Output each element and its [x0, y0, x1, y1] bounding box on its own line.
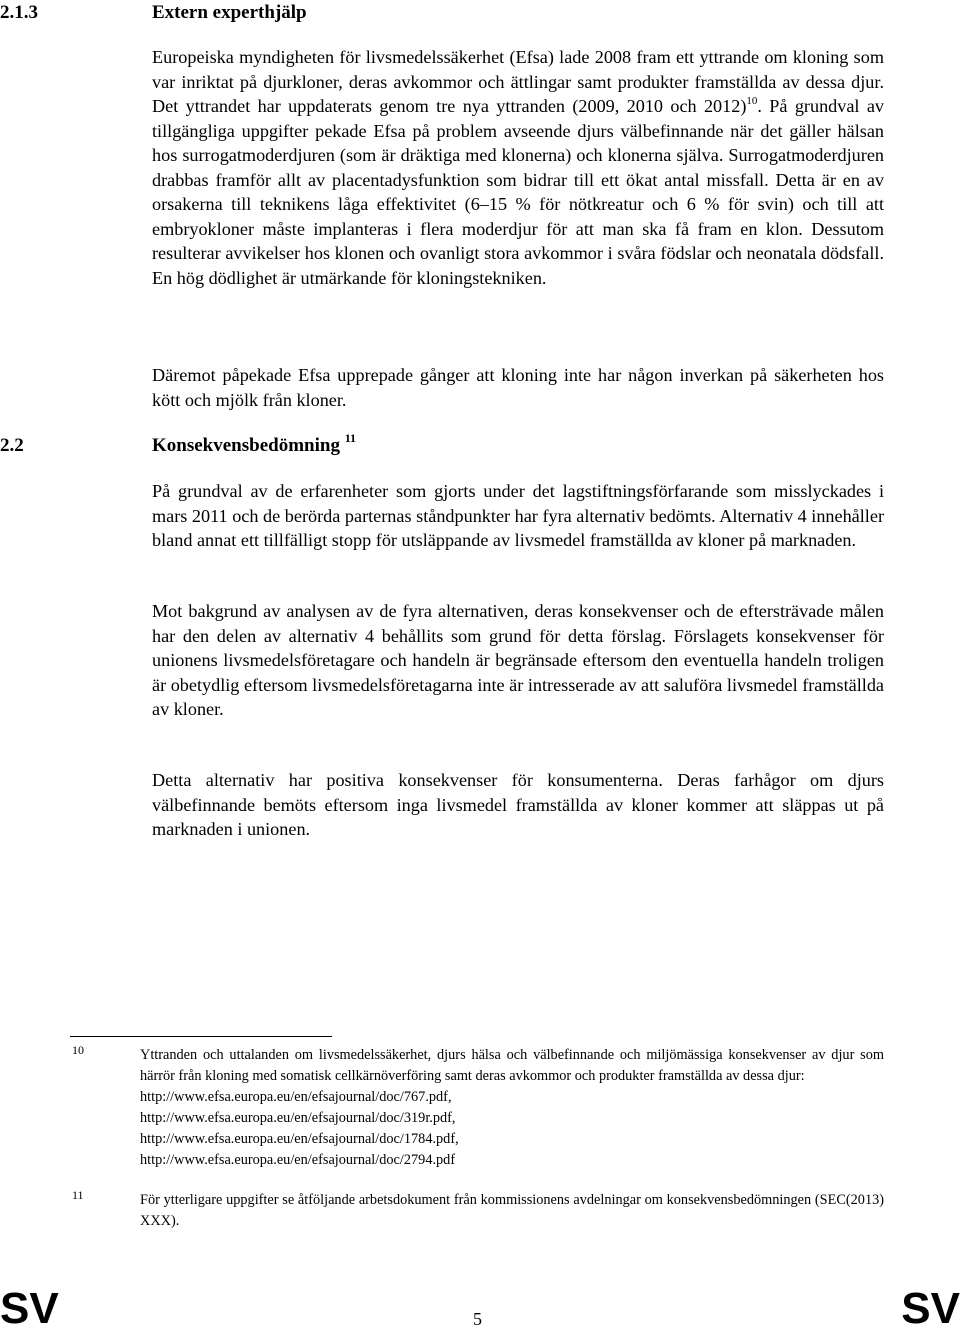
section-title: Extern experthjälp [152, 2, 307, 23]
paragraph-efsa-safety [152, 363, 884, 412]
paragraph-consumers [152, 768, 884, 842]
paragraph-text: Däremot påpekade Efsa upprepade gånger att kloning inte har någon inverkan på säkerheten hos kött och mjölk från kloner. [152, 365, 884, 410]
section-number: 2.1.3 [0, 2, 38, 23]
paragraph-options [152, 479, 884, 553]
footnote-text: Yttranden och uttalanden om livsmedelssäkerhet, djurs hälsa och välbefinnande och miljömässiga konsekvenser av djur som härrör från kloning med somatisk cellkärnöverföring samt deras avkommor och produkter framställda av dessa djur: [140, 1047, 884, 1084]
footnote-number-11: 11 [72, 1188, 84, 1202]
footnote-number-10: 10 [72, 1043, 84, 1057]
footnote-11 [140, 1190, 884, 1232]
paragraph-text: Detta alternativ har positiva konsekvenser för konsumenterna. Deras farhågor om djurs välbefinnande bemöts eftersom inga livsmedel framställda av kloner kommer att släppas ut på marknaden i unionen. [152, 770, 884, 839]
footnote-link[interactable]: http://www.efsa.europa.eu/en/efsajournal/doc/319r.pdf, [140, 1110, 456, 1126]
footnote-ref-11[interactable]: 11 [344, 431, 357, 445]
footnote-separator [70, 1036, 332, 1037]
footnote-link[interactable]: http://www.efsa.europa.eu/en/efsajournal/doc/2794.pdf [140, 1152, 456, 1168]
paragraph-analysis [152, 599, 884, 722]
footnote-text: För ytterligare uppgifter se åtföljande arbetsdokument från kommissionens avdelningar om konsekvensbedömningen (SEC(2013) XXX). [140, 1192, 884, 1229]
paragraph-efsa-opinion [152, 45, 884, 290]
paragraph-text: På grundval av de erfarenheter som gjorts under det lagstiftningsförfarande som misslyckades i mars 2011 och de berörda parternas ståndpunkter har fyra alternativ bedömts. Alternativ 4 innehåller bland annat ett tillfälligt stopp för utsläppande av livsmedel framställda av kloner på marknaden. [152, 481, 884, 550]
footnote-ref-10[interactable]: 10 [746, 95, 758, 107]
paragraph-text: Mot bakgrund av analysen av de fyra alternativen, deras konsekvenser och de eftersträvade målen har den delen av alternativ 4 behållits som grund för detta förslag. Förslagets konsekvenser för unionens livsmedelsföretagare och handeln är begränsade eftersom den eventuella handeln troligen är obetydlig eftersom livsmedelsföretagarna inte är intresserade av att saluföra livsmedel framställda av kloner. [152, 601, 884, 719]
footnote-10 [140, 1045, 884, 1171]
footnote-link[interactable]: http://www.efsa.europa.eu/en/efsajournal/doc/1784.pdf, [140, 1131, 459, 1147]
section-heading-2-1-3 [0, 1, 307, 25]
section-number: 2.2 [0, 435, 24, 456]
footnote-link[interactable]: http://www.efsa.europa.eu/en/efsajournal/doc/767.pdf, [140, 1089, 452, 1105]
section-heading-2-2 [0, 431, 357, 458]
paragraph-text: . På grundval av tillgängliga uppgifter pekade Efsa på problem avseende djurs välbefinnande när det gäller hälsan hos surrogatmoderdjuren (som är dräktiga med klonerna) och klonerna själva. Surrogatmoderdjuren drabbas framför allt av placentadysfunktion som bidrar till ett ökat antal missfall. Detta är en av orsakerna till teknikens låga effektivitet (6–15 % för nötkreatur och 6 % för svin) och till att embryokloner måste implanteras i flera moderdjur för att man ska få fram en klon. Dessutom resulterar avvikelser hos klonen och ovanligt stora avkommor i svåra födslar och neonatala dödsfall. En hög dödlighet är utmärkande för kloningstekniken. [152, 96, 884, 288]
page-number: 5 [473, 1309, 482, 1329]
section-title: Konsekvensbedömning [152, 435, 340, 456]
paragraph-text: Europeiska myndigheten för livsmedelssäkerhet (Efsa) lade 2008 fram ett yttrande om kloning som var inriktat på djurkloner, deras avkommor och ättlingar samt produkter framställda av dessa djur. Det yttrandet har uppdaterats genom tre nya yttranden (2009, 2010 och 2012) [152, 47, 884, 116]
footer-language-left: SV [0, 1284, 59, 1333]
footer-language-right: SV [901, 1284, 960, 1333]
